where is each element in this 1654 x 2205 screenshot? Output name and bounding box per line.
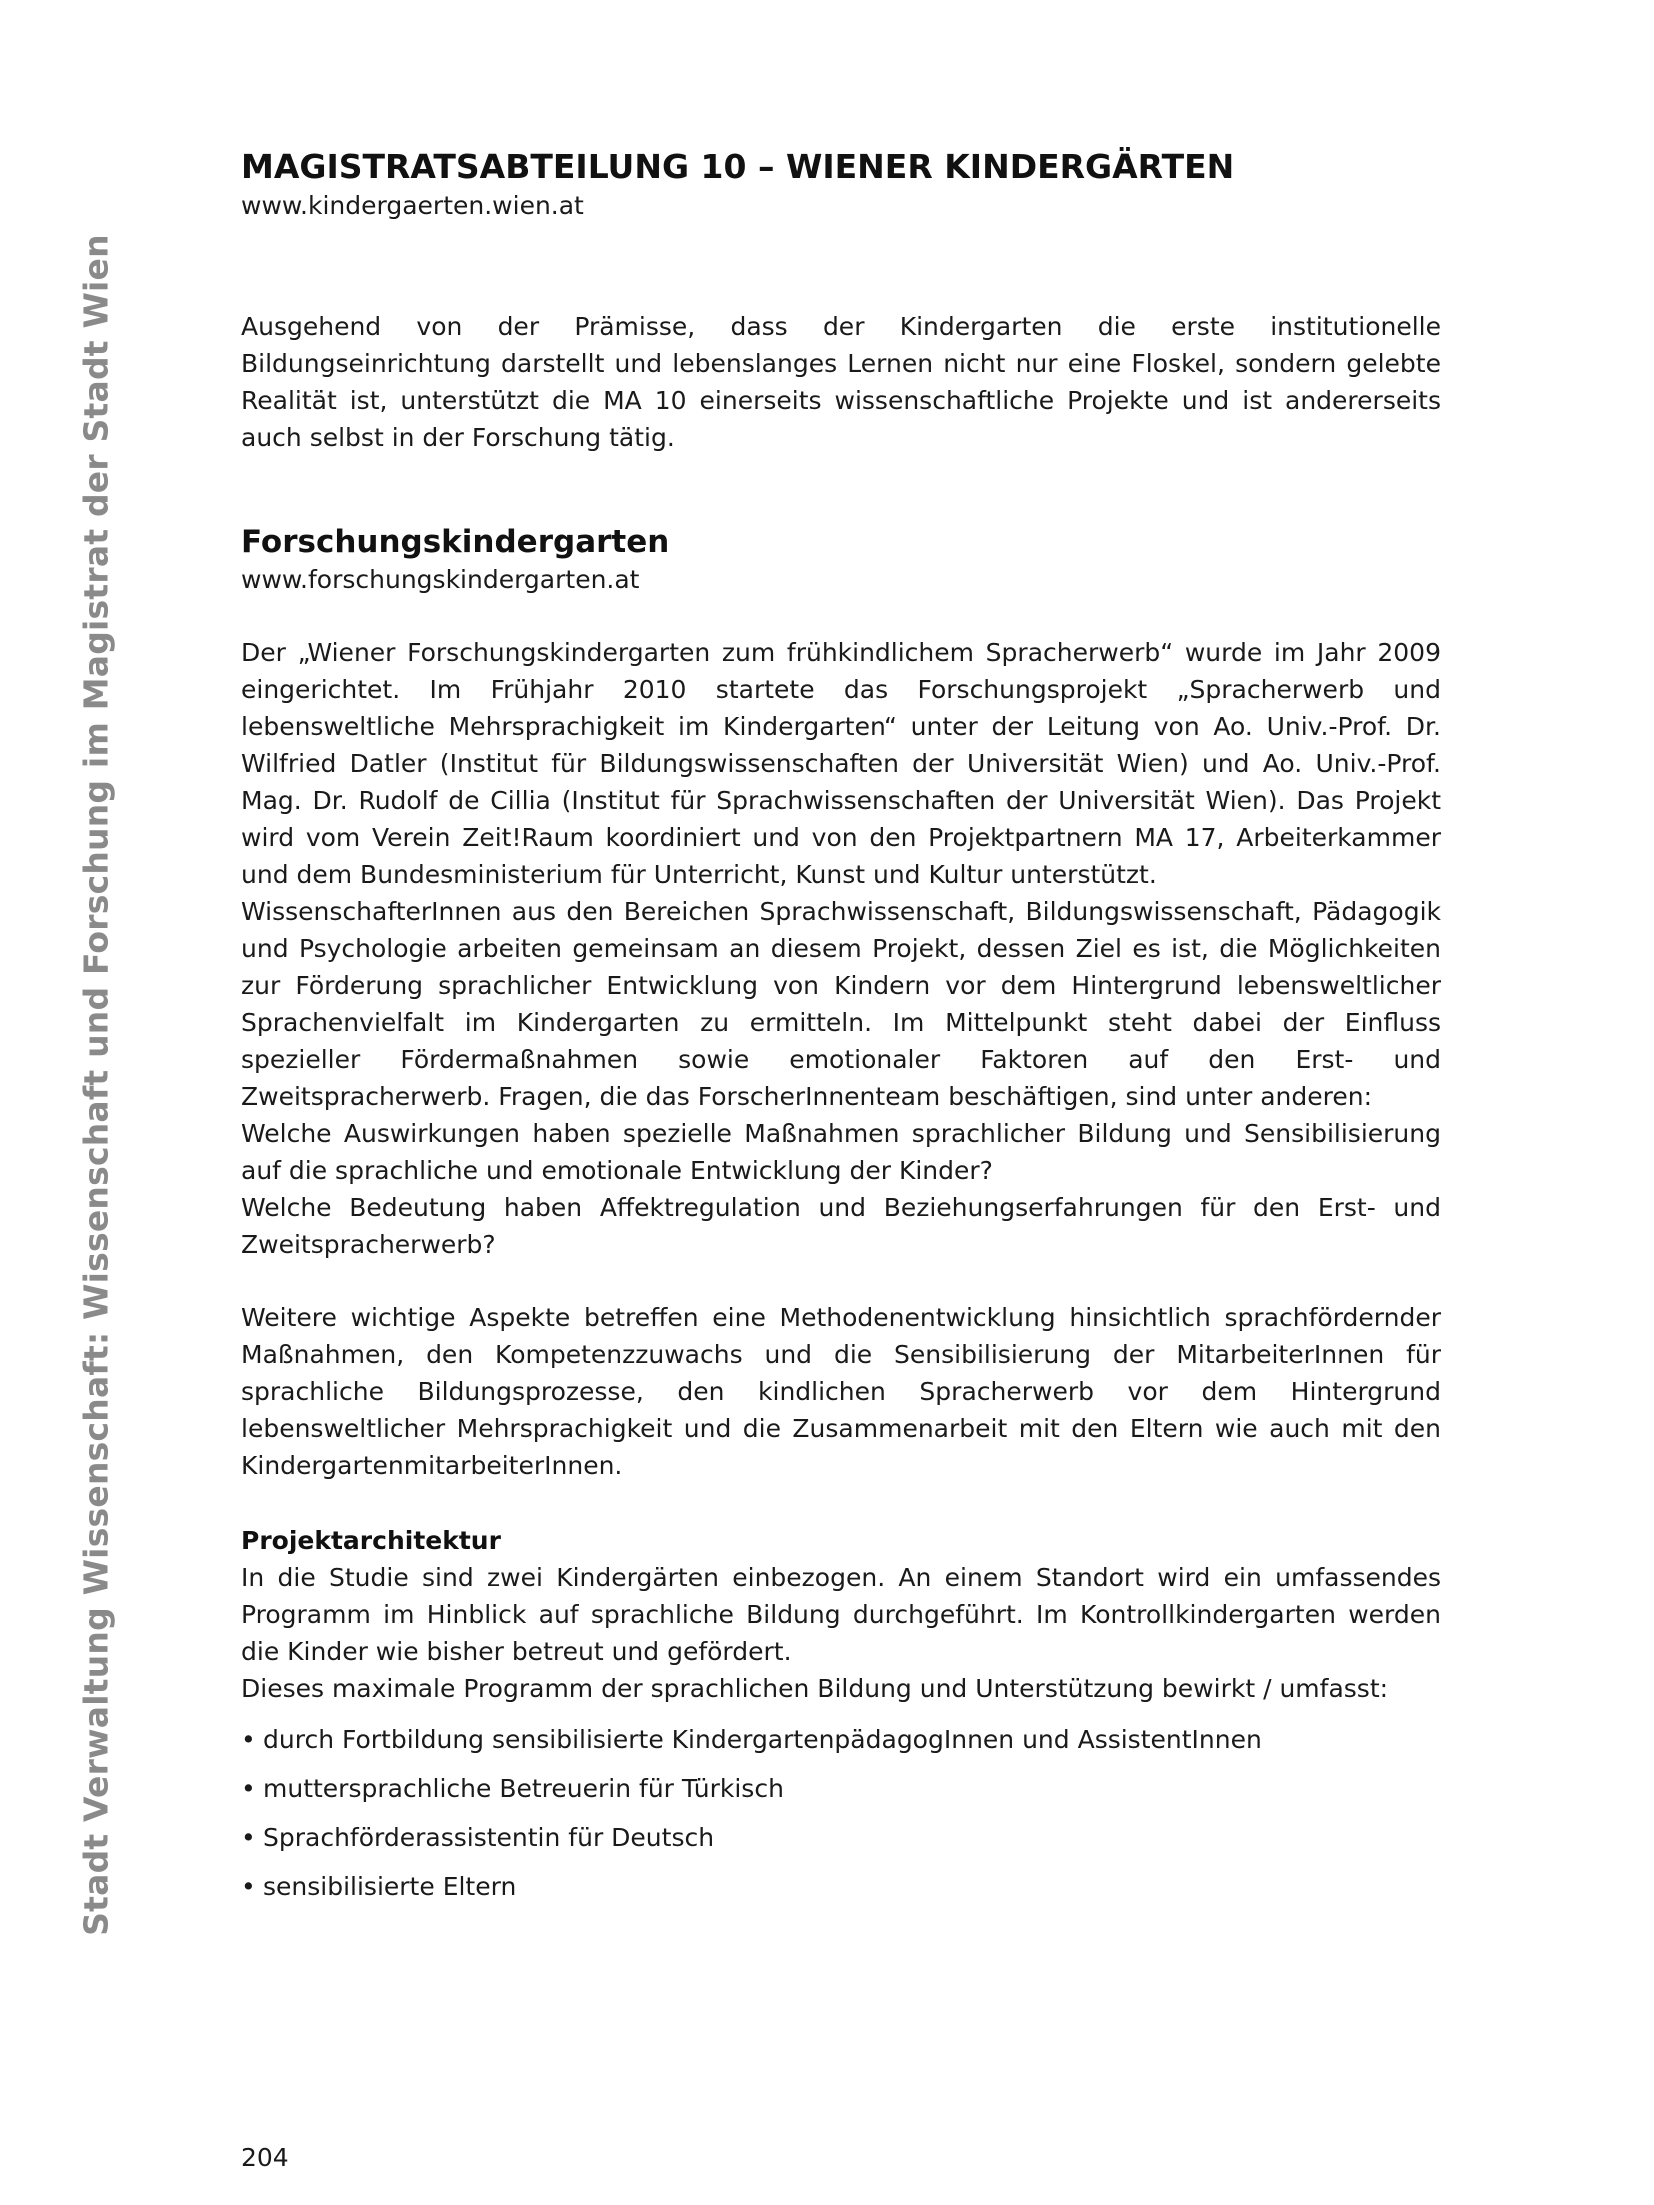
section-body: [241, 634, 1441, 1263]
bullet-icon: •: [241, 1823, 256, 1852]
bullet-icon: •: [241, 1872, 256, 1901]
section-paragraph: WissenschafterInnen aus den Bereichen Sprachwissenschaft, Bildungswissenschaft, Pädagogik und Psychologie arbeiten gemeinsam an diesem Projekt, dessen Ziel es ist, die Möglichkeiten zur Förderung sprachlicher Entwicklung von Kindern vor dem Hintergrund lebensweltlicher Sprachenvielfalt im Kindergarten zu ermitteln. Im Mittelpunkt steht dabei der Einfluss spezieller Fördermaßnahmen sowie emotionaler Faktoren auf den Erst- und Zweitspracherwerb. Fragen, die das ForscherInnenteam beschäftigen, sind unter anderen:: [241, 897, 1441, 1111]
list-item: [241, 1715, 1441, 1764]
list-item: [241, 1764, 1441, 1813]
list-item-text: muttersprachliche Betreuerin für Türkisch: [263, 1774, 784, 1803]
list-item-text: Sprachförderassistentin für Deutsch: [263, 1823, 715, 1852]
intro-paragraph: Ausgehend von der Prämisse, dass der Kindergarten die erste institutionelle Bildungseinrichtung darstellt und lebenslanges Lernen nicht nur eine Floskel, sondern gelebte Realität ist, unterstützt die MA 10 einerseits wissenschaftliche Projekte und ist andererseits auch selbst in der Forschung tätig.: [241, 312, 1441, 452]
running-side-title: Stadt Verwaltung Wissenschaft: Wissenschaft und Forschung im Magistrat der Stadt Wien: [76, 234, 116, 1936]
section-paragraph: Der „Wiener Forschungskindergarten zum frühkindlichem Spracherwerb“ wurde im Jahr 2009 eingerichtet. Im Frühjahr 2010 startete das Forschungsprojekt „Spracherwerb und lebensweltliche Mehrsprachigkeit im Kindergarten“ unter der Leitung von Ao. Univ.-Prof. Dr. Wilfried Datler (Institut für Bildungswissenschaften der Universität Wien) und Ao. Univ.-Prof. Mag. Dr. Rudolf de Cillia (Institut für Sprachwissenschaften der Universität Wien). Das Projekt wird vom Verein Zeit!Raum koordiniert und von den Projektpartnern MA 17, Arbeiterkammer und dem Bundesministerium für Unterricht, Kunst und Kultur unterstützt.: [241, 638, 1441, 889]
section-heading: Forschungskindergarten: [241, 524, 670, 560]
page-number: 204: [241, 2143, 289, 2172]
research-question: Welche Auswirkungen haben spezielle Maßnahmen sprachlicher Bildung und Sensibilisierung auf die sprachliche und emotionale Entwicklung der Kinder?: [241, 1119, 1441, 1185]
list-item: [241, 1813, 1441, 1862]
bullet-icon: •: [241, 1774, 256, 1803]
bullet-icon: •: [241, 1725, 256, 1754]
subsection-heading: Projektarchitektur: [241, 1526, 501, 1555]
program-list: [241, 1715, 1441, 1911]
list-item-text: sensibilisierte Eltern: [263, 1872, 517, 1901]
page-heading: MAGISTRATSABTEILUNG 10 – WIENER KINDERGÄRTEN: [241, 147, 1235, 186]
architecture-paragraph: In die Studie sind zwei Kindergärten einbezogen. An einem Standort wird ein umfassendes Programm im Hinblick auf sprachliche Bildung durchgeführt. Im Kontrollkindergarten werden die Kinder wie bisher betreut und gefördert.: [241, 1563, 1441, 1666]
section-url: www.forschungskindergarten.at: [241, 565, 640, 594]
list-item: [241, 1862, 1441, 1911]
further-aspects-paragraph: Weitere wichtige Aspekte betreffen eine Methodenentwicklung hinsichtlich sprachfördernder Maßnahmen, den Kompetenzzuwachs und die Sensibilisierung der MitarbeiterInnen für sprachliche Bildungsprozesse, den kindlichen Spracherwerb vor dem Hintergrund lebensweltlicher Mehrsprachigkeit und die Zusammenarbeit mit den Eltern wie auch mit den KindergartenmitarbeiterInnen.: [241, 1303, 1441, 1480]
research-question: Welche Bedeutung haben Affektregulation und Beziehungserfahrungen für den Erst- und Zweitspracherwerb?: [241, 1193, 1441, 1259]
architecture-paragraph: Dieses maximale Programm der sprachlichen Bildung und Unterstützung bewirkt / umfasst:: [241, 1674, 1389, 1703]
page-content: [241, 146, 1441, 1911]
list-item-text: durch Fortbildung sensibilisierte KindergartenpädagogInnen und AssistentInnen: [263, 1725, 1262, 1754]
page-url: www.kindergaerten.wien.at: [241, 191, 584, 220]
